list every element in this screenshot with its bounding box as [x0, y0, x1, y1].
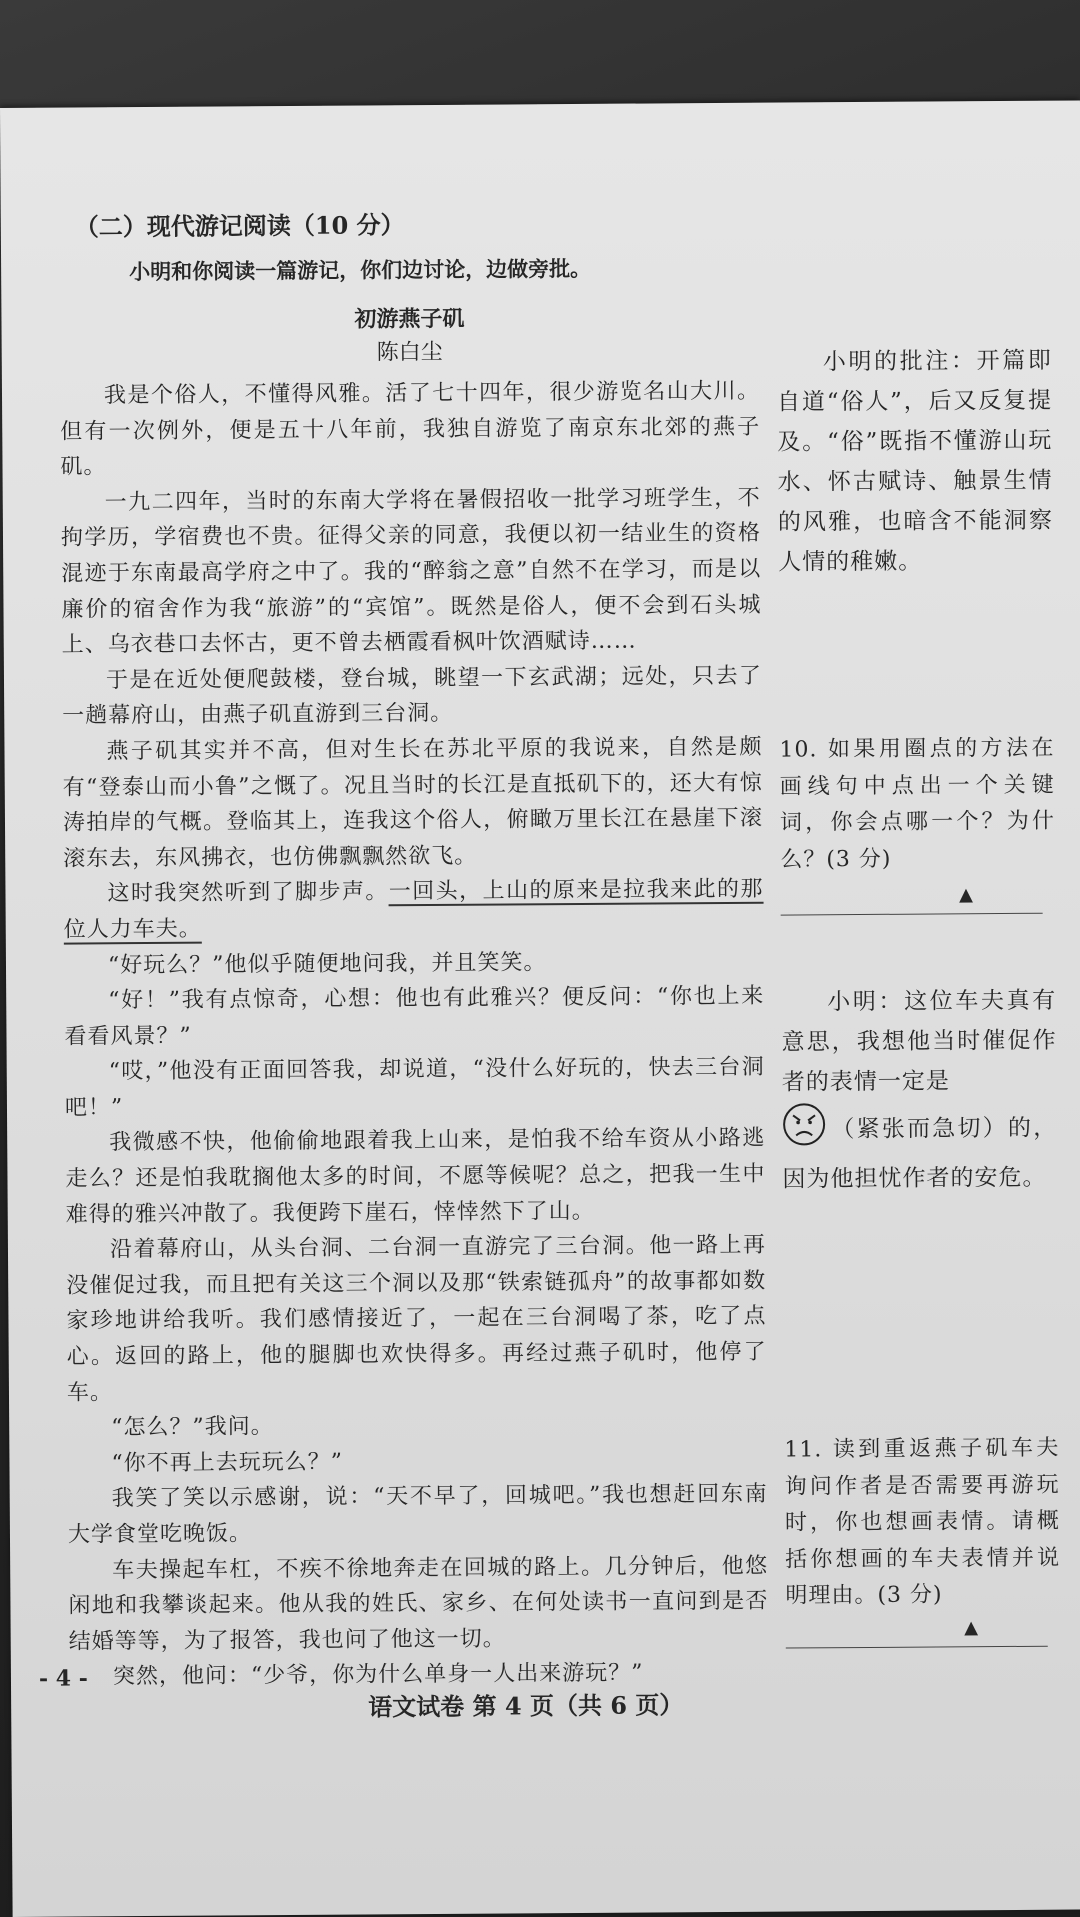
paragraph-1: 我是个俗人，不懂得风雅。活了七十四年，很少游览名山大川。但有一次例外，便是五十八年前，我独自游览了南京东北郊的燕子矶。: [60, 378, 761, 480]
margin-note-2-text-a: 小明：这位车夫真有意思，我想他当时催促作者的表情一定是: [781, 987, 1057, 1096]
paragraph-3: 于是在近处便爬鼓楼，登台城，眺望一下玄武湖；远处，只去了一趟幕府山，由燕子矶直游到三台洞。: [62, 663, 763, 729]
paragraph-14: 车夫操起车杠，不疾不徐地奔走在回城的路上。几分钟后，他悠闲地和我攀谈起来。他从我的姓氏、家乡、在何处读书一直问到是否结婚等等，为了报答，我也问了他这一切。: [68, 1553, 769, 1655]
page-footer: 语文试卷 第 4 页（共 6 页）: [368, 1690, 684, 1722]
paragraph-15: 突然，他问：“少爷，你为什么单身一人出来游玩？”: [112, 1660, 644, 1690]
answer-line-11[interactable]: [786, 1643, 1048, 1648]
triangle-icon: ▲: [959, 884, 975, 906]
paragraph-6: “好玩么？”他似乎随便地问我，并且笑笑。: [107, 949, 547, 978]
margin-note-1-text: 小明的批注：开篇即自道“俗人”，后又反复提及。“俗”既指不懂游山玩水、怀古赋诗、触景生情的风雅，也暗含不能洞察人情的稚嫩。: [776, 347, 1053, 576]
exam-page: [0, 100, 1080, 1916]
paragraph-12: “你不再上去玩玩么？”: [111, 1449, 344, 1477]
margin-note-2-line: [782, 1101, 1058, 1200]
frown-face-icon: [782, 1102, 826, 1159]
underlined-sentence: 一回头，上山的原来是拉我来此的那位人力车夫。: [63, 877, 764, 943]
section-intro: 小明和你阅读一篇游记，你们边讨论，边做旁批。: [129, 255, 592, 285]
paragraph-11: “怎么？”我问。: [111, 1414, 274, 1441]
triangle-icon: ▲: [964, 1616, 980, 1638]
paragraph-5-start: 这时我突然听到了脚步声。: [107, 879, 389, 907]
paragraph-2: 一九二四年，当时的东南大学将在暑假招收一批学习班学生，不拘学历，学宿费也不贵。征得父亲的同意，我便以初一结业生的资格混迹于东南最高学府之中了。我的“醉翁之意”自然不在学习，而是以廉价的宿舍作为我“旅游”的“宾馆”。既然是俗人，便不会到石头城上、乌衣巷口去怀古，更不曾去栖霞看枫叶饮酒赋诗……: [60, 485, 762, 658]
paragraph-13: 我笑了笑以示感谢，说：“天不早了，回城吧。”我也想赶回东南大学食堂吃晚饭。: [67, 1482, 768, 1548]
article-author: 陈白尘: [376, 339, 443, 366]
paragraph-7: “好！”我有点惊奇，心想：他也有此雅兴？便反问：“你也上来看看风景？”: [64, 983, 765, 1050]
paragraph-8: “哎，”他没有正面回答我，却说道，“没什么好玩的，快去三台洞吧！”: [64, 1054, 765, 1121]
margin-note-2-text-b: （紧张而急切）的，因为他担忧作者的安危。: [782, 1115, 1058, 1193]
paragraph-10: 沿着幕府山，从头台洞、二台洞一直游完了三台洞。他一路上再没催促过我，而且把有关这三个洞以及那“铁索链孤舟”的故事都如数家珍地讲给我听。我们感情接近了，一起在三台洞喝了茶，吃了点心。返回的路上，他的腿脚也欢快得多。再经过燕子矶时，他停了车。: [66, 1232, 767, 1406]
answer-line-10[interactable]: [781, 911, 1043, 916]
margin-note-1: [777, 341, 1054, 583]
paragraph-9: 我微感不快，他偷偷地跟着我上山来，是怕我不给车资从小路逃走么？还是怕我耽搁他太多的时间，不愿等候呢？总之，把我一生中难得的雅兴冲散了。我便跨下崖石，悻悻然下了山。: [65, 1126, 766, 1228]
page-number: - 4 -: [38, 1665, 88, 1692]
question-10-text: 10. 如果用圈点的方法在画线句中点出一个关键词，你会点哪一个？为什么？(3 分): [779, 735, 1056, 873]
article-title: 初游燕子矶: [354, 305, 465, 333]
section-title: （二）现代游记阅读（10 分）: [74, 210, 405, 242]
paragraph-5: [63, 872, 763, 948]
question-11: [784, 1431, 1060, 1640]
margin-note-2: [781, 981, 1058, 1200]
question-11-text: 11. 读到重返燕子矶车夫询问作者是否需要再游玩时，你也想画表情。请概括你想画的车夫表情并说明理由。(3 分): [784, 1435, 1061, 1609]
question-10: [779, 731, 1055, 908]
article-column: [59, 203, 769, 1696]
paragraph-4: 燕子矶其实并不高，但对生长在苏北平原的我说来，自然是颇有“登泰山而小鲁”之慨了。况且当时的长江是直抵矶下的，还大有惊涛拍岸的气概。登临其上，连我这个俗人，俯瞰万里长江在悬崖下滚滚东去，东风拂衣，也仿佛飘飘然欲飞。: [62, 734, 764, 872]
